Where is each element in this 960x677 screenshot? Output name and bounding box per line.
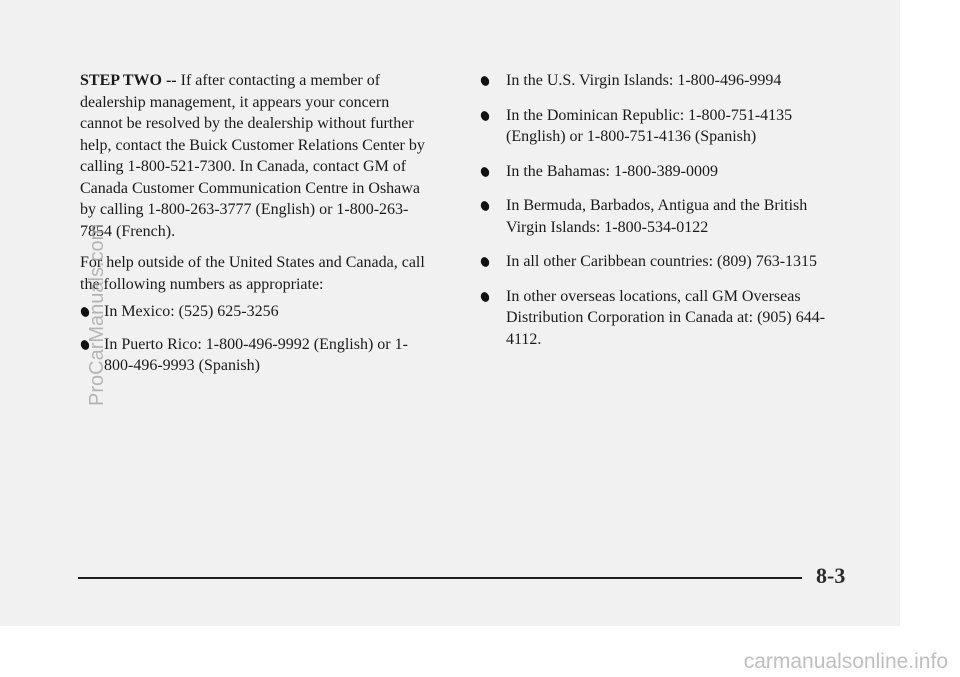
page-number: 8-3 [816,563,846,588]
bullet-icon [479,165,490,177]
step-two-paragraph [80,70,425,242]
list-item: In Mexico: (525) 625-3256 [80,301,425,323]
footer-rule [78,577,802,579]
bullet-icon [479,200,490,212]
list-item: In the U.S. Virgin Islands: 1-800-496-9994 [480,70,850,92]
step-two-text: If after contacting a member of dealership management, it appears your concern cannot be resolved by the dealership without further help, contact the Buick Customer Relations Center by calling 1-800-521-7300. In Canada, contact GM of Canada Customer Communication Centre in Oshawa by calling 1-800-263-3777 (English) or 1-800-263-7854 (French). [80,72,425,240]
bullet-icon [479,75,490,87]
list-item: In Puerto Rico: 1-800-496-9992 (English) or 1-800-496-9993 (Spanish) [80,334,425,377]
list-item: In the Bahamas: 1-800-389-0009 [480,161,850,183]
step-two-title: STEP TWO -- [80,72,177,89]
list-item: In Bermuda, Barbados, Antigua and the British Virgin Islands: 1-800-534-0122 [480,195,850,238]
bullet-icon [479,256,490,268]
bullet-icon [479,109,490,121]
right-column [480,70,850,363]
right-bullet-list [480,70,850,350]
list-item: In the Dominican Republic: 1-800-751-4135 (English) or 1-800-751-4136 (Spanish) [480,105,850,148]
footer-site-watermark: carmanualsonline.info [743,650,948,673]
side-watermark: ProCarManuals.com [86,223,108,406]
left-bullet-list [80,301,425,377]
list-item: In all other Caribbean countries: (809) 763-1315 [480,251,850,273]
help-outside-paragraph: For help outside of the United States and Canada, call the following numbers as appropriate: [80,254,425,293]
left-column [80,70,425,388]
list-item: In other overseas locations, call GM Overseas Distribution Corporation in Canada at: (905) 644-4112. [480,286,850,351]
bullet-icon [479,290,490,302]
